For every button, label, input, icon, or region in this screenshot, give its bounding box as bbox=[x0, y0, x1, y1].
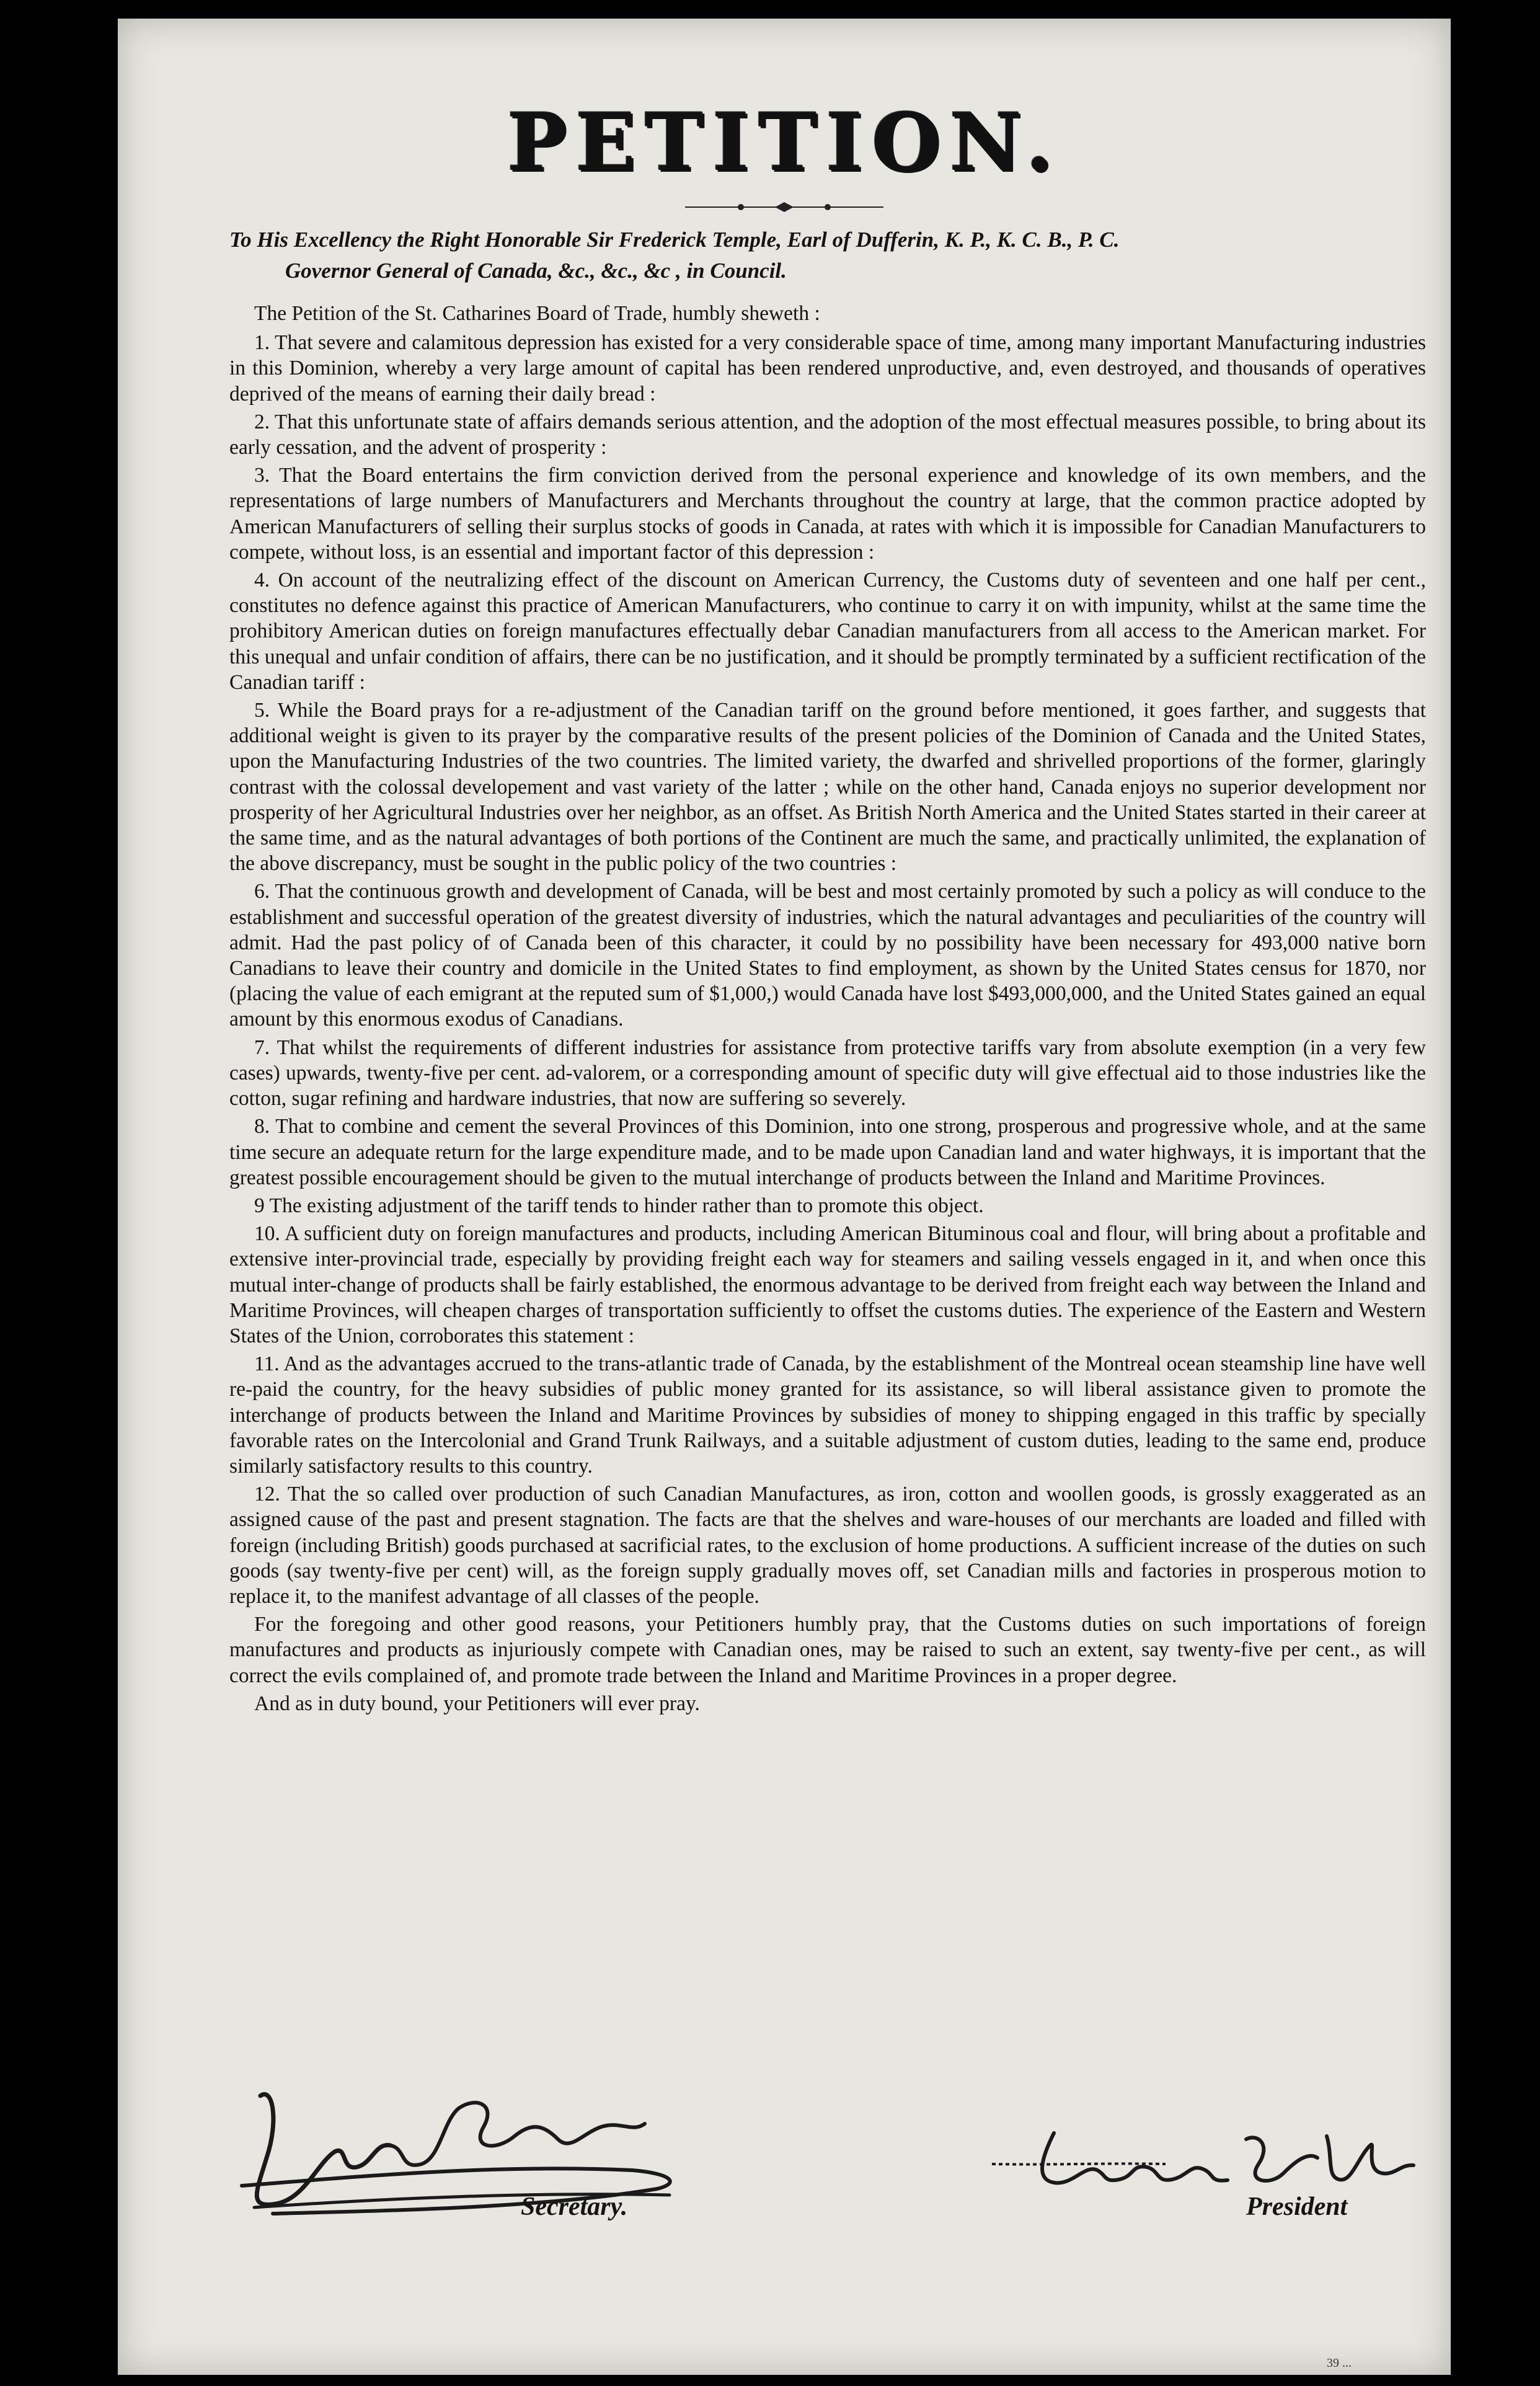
petition-page bbox=[118, 19, 1451, 2375]
paragraph-8: 8. That to combine and cement the several Provinces of this Dominion, into one strong, prosperous and progressive whole, and at the same time secure an adequate return for the large expenditure made, and to be made upon Canadian land and water highways, it is important that the greatest possible encouragement should be given to the mutual interchange of products between the Inland and Maritime Provinces. bbox=[229, 1115, 1426, 1189]
paragraph-1: 1. That severe and calamitous depression has existed for a very considerable space of time, among many important Manufacturing industries in this Dominion, whereby a very large amount of capital has been rendered unproductive, and, even destroyed, and thousands of operatives deprived of the means of earning their daily bread : bbox=[229, 331, 1426, 406]
title-ornament-rule bbox=[685, 202, 883, 212]
paragraph-12: 12. That the so called over production of such Canadian Manufactures, as iron, cotton and woollen goods, is grossly exaggerated as an assigned cause of the past and present stagnation. The facts are that the shelves and ware-houses of our merchants are loaded and filled with foreign (including British) goods purchased at sacrificial rates, to the exclusion of home productions. A sufficient increase of the duties on such goods (say twenty-five per cent) will, as the foreign supply gradually moves off, set Canadian mills and factories in prosperous motion to replace it, to the manifest advantage of all classes of the people. bbox=[229, 1483, 1426, 1608]
president-label: President bbox=[1246, 2193, 1348, 2221]
paragraph-6: 6. That the continuous growth and development of Canada, will be best and most certainly promoted by such a policy as will conduce to the establishment and successful operation of the greatest diversity of industries, which the natural advantages and peculiarities of the country will admit. Had the past policy of of Canada been of this character, it could by no possibility have been necessary for 493,000 native born Canadians to leave their country and domicile in the United States to find employment, as shown by the United States census for 1870, nor (placing the value of each emigrant at the reputed sum of $1,000,) would Canada have lost $493,000,000, and the United States gained an equal amount by this enormous exodus of Canadians. bbox=[229, 880, 1426, 1031]
archive-corner-mark: 39 ... bbox=[1327, 2356, 1352, 2370]
paragraph-10: 10. A sufficient duty on foreign manufactures and products, including American Bituminous coal and flour, will bring about a profitable and extensive inter-provincial trade, especially by providing freight each way for steamers and sailing vessels engaged in it, and when once this mutual inter-change of products shall be fairly established, the enormous advantage to be derived from freight each way between the Inland and Maritime Provinces, will cheapen charges of transportation sufficiently to offset the customs duties. The experience of the Eastern and Western States of the Union, corroborates this statement : bbox=[229, 1222, 1426, 1347]
paragraph-7: 7. That whilst the requirements of different industries for assistance from protective tariffs vary from absolute exemption (in a very few cases) upwards, twenty-five per cent. ad-valorem, or a corresponding amount of specific duty will give effectual aid to those industries like the cotton, sugar refining and hardware industries, that now are suffering so severely. bbox=[229, 1036, 1426, 1111]
petition-intro: The Petition of the St. Catharines Board of Trade, humbly sheweth : bbox=[254, 302, 820, 325]
prayer-paragraph: For the foregoing and other good reasons, your Petitioners humbly pray, that the Customs duties on such importations of foreign manufactures and products as injuriously compete with Canadian ones, may be raised to such an extent, say twenty-five per cent., as will correct the evils complained of, and promote trade between the Inland and Maritime Provinces in a proper degree. bbox=[229, 1613, 1426, 1687]
closing-line: And as in duty bound, your Petitioners will ever pray. bbox=[254, 1692, 700, 1715]
paragraph-3: 3. That the Board entertains the firm conviction derived from the personal experience and knowledge of its own members, and the representations of large numbers of Manufacturers and Merchants throughout the country at large, that the common practice adopted by American Manufacturers of selling their surplus stocks of goods in Canada, at rates with which it is impossible for Canadian Manufacturers to compete, without loss, is an essential and important factor of this depression : bbox=[229, 464, 1426, 564]
paragraph-11: 11. And as the advantages accrued to the trans-atlantic trade of Canada, by the establishment of the Montreal ocean steamship line have well re-paid the country, for the heavy subsidies of public money granted for its assistance, so will liberal assistance given to promote the interchange of products between the Inland and Maritime Provinces by subsidies of money to shipping engaged in this traffic by specially favorable rates on the Intercolonial and Grand Trunk Railways, and a suitable adjustment of custom duties, leading to the same end, produce similarly satisfactory results to this country. bbox=[229, 1352, 1426, 1478]
paragraph-9: 9 The existing adjustment of the tariff tends to hinder rather than to promote this object. bbox=[254, 1194, 984, 1217]
page-title: PETITION. bbox=[507, 96, 1062, 189]
address-block bbox=[229, 224, 1426, 286]
president-signature bbox=[980, 2121, 1426, 2214]
address-line-1: To His Excellency the Right Honorable Sir Frederick Temple, Earl of Dufferin, K. P., K. C. B., P. C. bbox=[229, 228, 1120, 252]
address-line-2: Governor General of Canada, &c., &c., &c , in Council. bbox=[285, 259, 787, 283]
paragraph-4: 4. On account of the neutralizing effect of the discount on American Currency, the Customs duty of seventeen and one half per cent., constitutes no defence against this practice of American Manufacturers, who continue to carry it on with impunity, whilst at the same time the prohibitory American duties on foreign manufactures effectually debar Canadian manufacturers from all access to the American market. For this unequal and unfair condition of affairs, there can be no justification, and it should be promptly terminated by a sufficient rectification of the Canadian tariff : bbox=[229, 569, 1426, 694]
secretary-signature bbox=[236, 2083, 794, 2232]
petition-body bbox=[229, 301, 1426, 1719]
secretary-label: Secretary. bbox=[521, 2193, 628, 2221]
paragraph-2: 2. That this unfortunate state of affairs demands serious attention, and the adoption of the most effectual measures possible, to bring about its early cessation, and the advent of prosperity : bbox=[229, 410, 1426, 459]
paragraph-5: 5. While the Board prays for a re-adjustment of the Canadian tariff on the ground before mentioned, it goes farther, and suggests that additional weight is given to its prayer by the comparative results of the present policies of the Dominion of Canada and the United States, upon the Manufacturing Industries of the two countries. The limited variety, the dwarfed and shrivelled proportions of the former, glaringly contrast with the colossal developement and vast variety of the latter ; while on the other hand, Canada enjoys no superior development nor prosperity of her Agricultural Industries over her neighbor, as an offset. As British North America and the United States started in their career at the same time, and as the natural advantages of both portions of the Continent are much the same, and practically unlimited, the explanation of the above discrepancy, must be sought in the public policy of the two countries : bbox=[229, 699, 1426, 876]
